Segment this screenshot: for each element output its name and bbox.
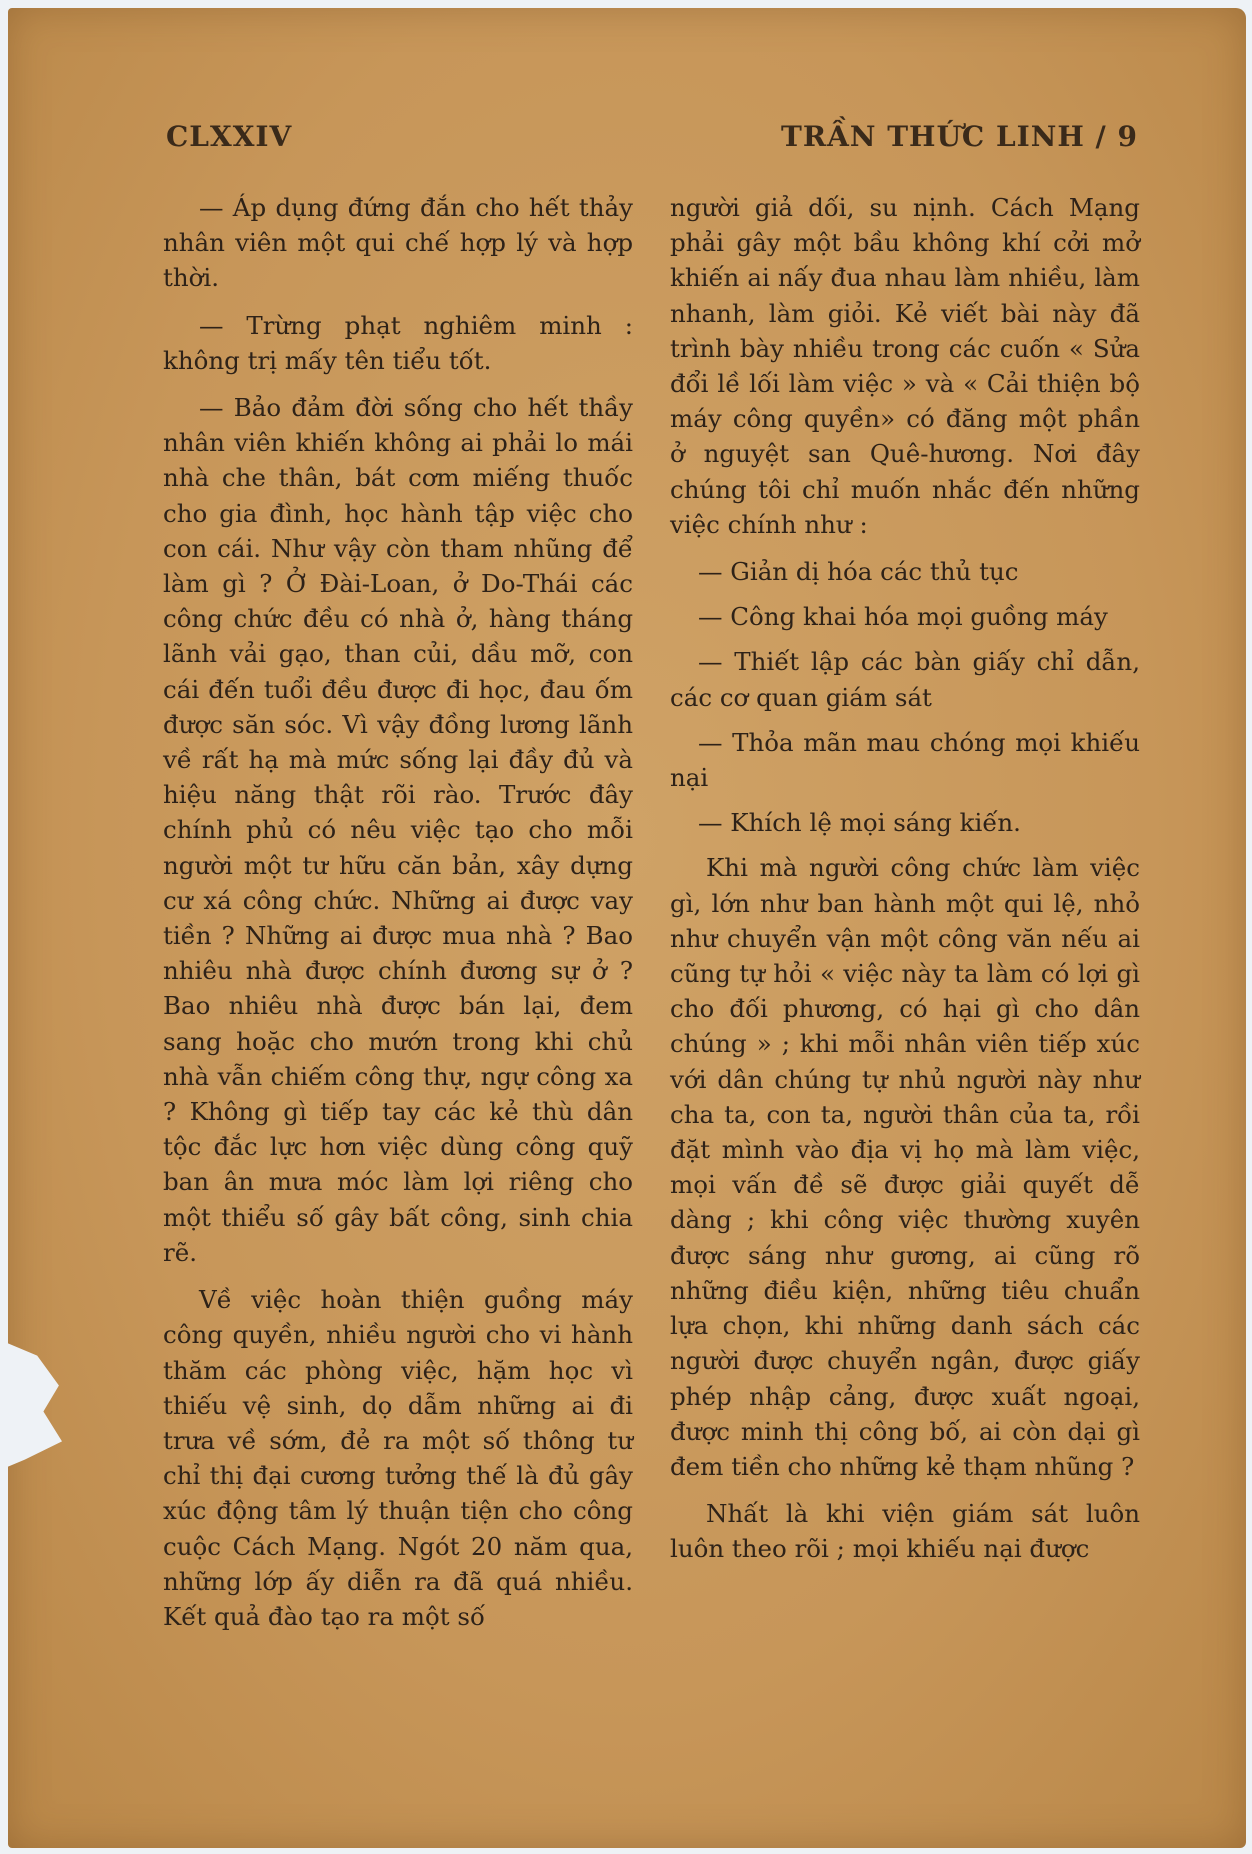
list-item: — Công khai hóa mọi guồng máy — [698, 602, 1108, 632]
paragraph: Về việc hoàn thiện guồng máy công quyền, nhiều người cho vi hành thăm các phòng việc, hặm học vì thiếu vệ sinh, dọ dẫm những ai đi trưa về sớm, đẻ ra một số thông tư chỉ thị đại cương tưởng thế là đủ gây xúc động tâm lý thuận tiện cho công cuộc Cách Mạng. Ngót 20 năm qua, những lớp ấy diễn ra đã quá nhiều. Kết quả đào tạo ra một số — [163, 1285, 633, 1631]
paragraph: — Bảo đảm đời sống cho hết thầy nhân viên khiến không ai phải lo mái nhà che thân, bát cơm miếng thuốc cho gia đình, học hành tập việc cho con cái. Như vậy còn tham nhũng để làm gì ? Ở Đài-Loan, ở Do-Thái các công chức đều có nhà ở, hàng tháng lãnh vải gạo, than củi, dầu mỡ, con cái đến tuổi đều được đi học, đau ốm được săn sóc. Vì vậy đồng lương lãnh về rất hạ mà mức sống lại đầy đủ và hiệu năng thật rõi rào. Trước đây chính phủ có nêu việc tạo cho mỗi người một tư hữu căn bản, xây dựng cư xá công chức. Những ai được vay tiền ? Những ai được mua nhà ? Bao nhiêu nhà được chính đương sự ở ? Bao nhiêu nhà được bán lại, đem sang hoặc cho mướn trong khi chủ nhà vẫn chiếm công thự, ngự công xa ? Không gì tiếp tay các kẻ thù dân tộc đắc lực hơn việc dùng công quỹ ban ân mưa móc làm lợi riêng cho một thiểu số gây bất công, sinh chia rẽ. — [163, 393, 633, 1267]
paragraph: người giả dối, su nịnh. Cách Mạng phải gây một bầu không khí cởi mở khiến ai nấy đua nhau làm nhiều, làm nhanh, làm giỏi. Kẻ viết bài này đã trình bày nhiều trong các cuốn « Sửa đổi lề lối làm việc » và « Cải thiện bộ máy công quyền» có đăng một phần ở nguyệt san Quê-hương. Nơi đây chúng tôi chỉ muốn nhắc đến những việc chính như : — [670, 193, 1140, 539]
list-item: — Thỏa mãn mau chóng mọi khiếu nại — [670, 727, 1140, 793]
list-item: — Thiết lập các bàn giấy chỉ dẫn, các cơ quan giám sát — [670, 647, 1140, 712]
running-title: TRẦN THỨC LINH / 9 — [781, 120, 1138, 153]
paragraph: Nhất là khi viện giám sát luôn luôn theo rõi ; mọi khiếu nại được — [670, 1499, 1140, 1564]
list-item: — Khích lệ mọi sáng kiến. — [698, 808, 1021, 838]
page-header — [166, 120, 1138, 164]
page-section-label: CLXXIV — [166, 120, 293, 153]
paragraph: — Áp dụng đứng đắn cho hết thảy nhân viên một qui chế hợp lý và hợp thời. — [163, 193, 633, 293]
paragraph: Khi mà người công chức làm việc gì, lớn như ban hành một qui lệ, nhỏ như chuyển vận một công văn nếu ai cũng tự hỏi « việc này ta làm có lợi gì cho đối phương, có hại gì cho dân chúng » ; khi mỗi nhân viên tiếp xúc với dân chúng tự nhủ người này như cha ta, con ta, người thân của ta, rồi đặt mình vào địa vị họ mà làm việc, mọi vấn đề sẽ được giải quyết dễ dàng ; khi công việc thường xuyên được sáng như gương, ai cũng rõ những điều kiện, những tiêu chuẩn lựa chọn, khi những danh sách các người được chuyển ngân, được giấy phép nhập cảng, được xuất ngoại, được minh thị công bố, ai còn dại gì đem tiền cho những kẻ thạm nhũng ? — [670, 853, 1140, 1481]
left-column — [163, 190, 633, 1646]
right-column — [670, 190, 1140, 1579]
book-page — [8, 8, 1246, 1848]
list-item: — Giản dị hóa các thủ tục — [698, 557, 1019, 587]
paragraph: — Trừng phạt nghiêm minh : không trị mấy tên tiểu tốt. — [163, 310, 633, 375]
